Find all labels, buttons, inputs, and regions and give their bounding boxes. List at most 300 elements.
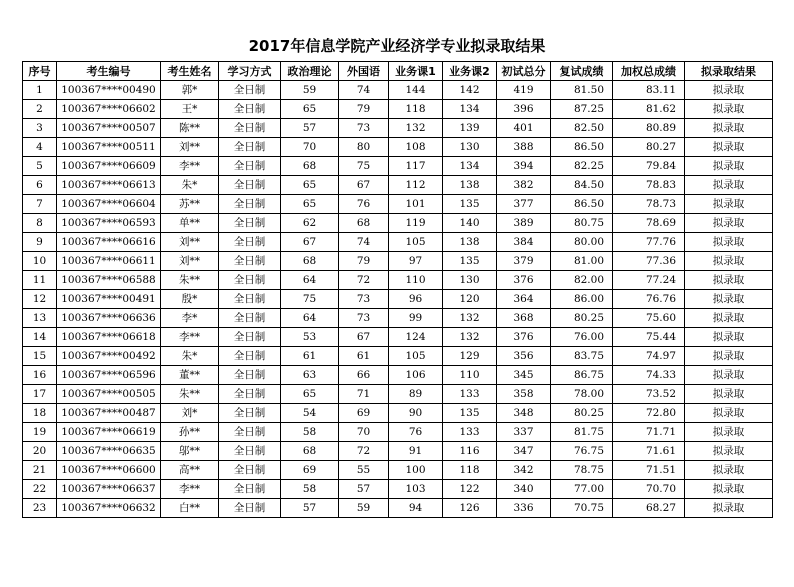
cell-subject-2: 139 — [443, 119, 497, 138]
cell-subject-1: 91 — [389, 442, 443, 461]
cell-subject-1: 99 — [389, 309, 443, 328]
cell-admission-result: 拟录取 — [685, 176, 773, 195]
cell-candidate-id: 100367****06604 — [57, 195, 161, 214]
cell-weighted-total: 70.70 — [613, 480, 685, 499]
cell-foreign-language: 67 — [339, 176, 389, 195]
cell-admission-result: 拟录取 — [685, 214, 773, 233]
cell-admission-result: 拟录取 — [685, 233, 773, 252]
cell-retest-score: 81.00 — [551, 252, 613, 271]
cell-subject-1: 106 — [389, 366, 443, 385]
cell-retest-score: 81.50 — [551, 81, 613, 100]
cell-retest-score: 86.00 — [551, 290, 613, 309]
cell-weighted-total: 75.60 — [613, 309, 685, 328]
cell-candidate-id: 100367****00511 — [57, 138, 161, 157]
cell-seq: 8 — [23, 214, 57, 233]
cell-study-mode: 全日制 — [219, 252, 281, 271]
cell-subject-2: 130 — [443, 138, 497, 157]
table-row — [23, 100, 773, 119]
cell-subject-1: 105 — [389, 233, 443, 252]
cell-candidate-name: 李** — [161, 328, 219, 347]
cell-weighted-total: 79.84 — [613, 157, 685, 176]
cell-candidate-id: 100367****00492 — [57, 347, 161, 366]
cell-study-mode: 全日制 — [219, 271, 281, 290]
cell-subject-1: 132 — [389, 119, 443, 138]
cell-weighted-total: 72.80 — [613, 404, 685, 423]
cell-study-mode: 全日制 — [219, 195, 281, 214]
cell-study-mode: 全日制 — [219, 328, 281, 347]
cell-candidate-name: 陈** — [161, 119, 219, 138]
cell-seq: 21 — [23, 461, 57, 480]
cell-subject-2: 118 — [443, 461, 497, 480]
cell-candidate-name: 殷* — [161, 290, 219, 309]
cell-study-mode: 全日制 — [219, 233, 281, 252]
header-admission-result: 拟录取结果 — [685, 62, 773, 81]
cell-study-mode: 全日制 — [219, 404, 281, 423]
cell-candidate-id: 100367****00487 — [57, 404, 161, 423]
cell-retest-score: 78.00 — [551, 385, 613, 404]
header-foreign-language: 外国语 — [339, 62, 389, 81]
cell-prelim-total: 379 — [497, 252, 551, 271]
cell-foreign-language: 73 — [339, 309, 389, 328]
cell-subject-2: 130 — [443, 271, 497, 290]
header-subject-1: 业务课1 — [389, 62, 443, 81]
header-retest-score: 复试成绩 — [551, 62, 613, 81]
cell-retest-score: 87.25 — [551, 100, 613, 119]
cell-weighted-total: 73.52 — [613, 385, 685, 404]
cell-foreign-language: 79 — [339, 252, 389, 271]
cell-seq: 17 — [23, 385, 57, 404]
header-subject-2: 业务课2 — [443, 62, 497, 81]
cell-weighted-total: 74.97 — [613, 347, 685, 366]
cell-retest-score: 86.50 — [551, 138, 613, 157]
table-row — [23, 119, 773, 138]
cell-study-mode: 全日制 — [219, 100, 281, 119]
cell-candidate-name: 刘* — [161, 404, 219, 423]
cell-retest-score: 86.50 — [551, 195, 613, 214]
cell-subject-2: 135 — [443, 404, 497, 423]
cell-candidate-id: 100367****00505 — [57, 385, 161, 404]
cell-politics: 63 — [281, 366, 339, 385]
cell-prelim-total: 340 — [497, 480, 551, 499]
table-row — [23, 290, 773, 309]
cell-admission-result: 拟录取 — [685, 461, 773, 480]
cell-politics: 65 — [281, 195, 339, 214]
cell-retest-score: 82.00 — [551, 271, 613, 290]
header-weighted-total: 加权总成绩 — [613, 62, 685, 81]
cell-candidate-name: 单** — [161, 214, 219, 233]
cell-prelim-total: 376 — [497, 271, 551, 290]
cell-foreign-language: 79 — [339, 100, 389, 119]
cell-subject-1: 105 — [389, 347, 443, 366]
cell-seq: 22 — [23, 480, 57, 499]
cell-prelim-total: 388 — [497, 138, 551, 157]
cell-candidate-name: 朱* — [161, 347, 219, 366]
cell-subject-2: 116 — [443, 442, 497, 461]
cell-subject-2: 135 — [443, 195, 497, 214]
cell-candidate-id: 100367****06602 — [57, 100, 161, 119]
cell-subject-1: 117 — [389, 157, 443, 176]
cell-study-mode: 全日制 — [219, 157, 281, 176]
cell-subject-1: 112 — [389, 176, 443, 195]
cell-seq: 9 — [23, 233, 57, 252]
cell-admission-result: 拟录取 — [685, 290, 773, 309]
cell-retest-score: 80.25 — [551, 309, 613, 328]
cell-subject-2: 110 — [443, 366, 497, 385]
cell-admission-result: 拟录取 — [685, 423, 773, 442]
cell-foreign-language: 73 — [339, 290, 389, 309]
table-row — [23, 328, 773, 347]
cell-politics: 57 — [281, 499, 339, 518]
cell-retest-score: 81.75 — [551, 423, 613, 442]
cell-seq: 1 — [23, 81, 57, 100]
cell-subject-1: 100 — [389, 461, 443, 480]
table-row — [23, 233, 773, 252]
cell-subject-2: 132 — [443, 328, 497, 347]
cell-candidate-id: 100367****06635 — [57, 442, 161, 461]
cell-subject-1: 108 — [389, 138, 443, 157]
cell-weighted-total: 83.11 — [613, 81, 685, 100]
cell-admission-result: 拟录取 — [685, 252, 773, 271]
cell-weighted-total: 71.71 — [613, 423, 685, 442]
cell-subject-2: 120 — [443, 290, 497, 309]
cell-weighted-total: 77.76 — [613, 233, 685, 252]
cell-candidate-name: 邬** — [161, 442, 219, 461]
cell-admission-result: 拟录取 — [685, 195, 773, 214]
cell-candidate-id: 100367****06588 — [57, 271, 161, 290]
cell-subject-2: 133 — [443, 423, 497, 442]
cell-retest-score: 82.25 — [551, 157, 613, 176]
cell-weighted-total: 68.27 — [613, 499, 685, 518]
cell-candidate-id: 100367****06600 — [57, 461, 161, 480]
cell-study-mode: 全日制 — [219, 81, 281, 100]
cell-candidate-name: 刘** — [161, 138, 219, 157]
cell-prelim-total: 342 — [497, 461, 551, 480]
header-candidate-id: 考生编号 — [57, 62, 161, 81]
cell-foreign-language: 75 — [339, 157, 389, 176]
cell-retest-score: 83.75 — [551, 347, 613, 366]
cell-prelim-total: 337 — [497, 423, 551, 442]
cell-admission-result: 拟录取 — [685, 157, 773, 176]
cell-subject-2: 133 — [443, 385, 497, 404]
cell-subject-1: 96 — [389, 290, 443, 309]
cell-foreign-language: 72 — [339, 442, 389, 461]
cell-admission-result: 拟录取 — [685, 309, 773, 328]
cell-foreign-language: 67 — [339, 328, 389, 347]
table-row — [23, 366, 773, 385]
cell-subject-1: 89 — [389, 385, 443, 404]
table-row — [23, 309, 773, 328]
cell-candidate-name: 苏** — [161, 195, 219, 214]
cell-seq: 5 — [23, 157, 57, 176]
cell-foreign-language: 74 — [339, 81, 389, 100]
cell-prelim-total: 364 — [497, 290, 551, 309]
cell-seq: 20 — [23, 442, 57, 461]
cell-admission-result: 拟录取 — [685, 385, 773, 404]
cell-politics: 64 — [281, 271, 339, 290]
cell-subject-1: 103 — [389, 480, 443, 499]
table-row — [23, 271, 773, 290]
cell-subject-2: 126 — [443, 499, 497, 518]
cell-study-mode: 全日制 — [219, 442, 281, 461]
table-row — [23, 404, 773, 423]
cell-prelim-total: 358 — [497, 385, 551, 404]
cell-candidate-id: 100367****06632 — [57, 499, 161, 518]
cell-foreign-language: 76 — [339, 195, 389, 214]
cell-politics: 65 — [281, 176, 339, 195]
cell-foreign-language: 66 — [339, 366, 389, 385]
cell-candidate-id: 100367****06596 — [57, 366, 161, 385]
cell-subject-1: 101 — [389, 195, 443, 214]
cell-politics: 68 — [281, 442, 339, 461]
cell-study-mode: 全日制 — [219, 138, 281, 157]
cell-seq: 16 — [23, 366, 57, 385]
cell-candidate-id: 100367****00507 — [57, 119, 161, 138]
cell-seq: 7 — [23, 195, 57, 214]
header-study-mode: 学习方式 — [219, 62, 281, 81]
cell-candidate-id: 100367****06613 — [57, 176, 161, 195]
cell-retest-score: 86.75 — [551, 366, 613, 385]
cell-foreign-language: 74 — [339, 233, 389, 252]
cell-study-mode: 全日制 — [219, 423, 281, 442]
cell-candidate-name: 董** — [161, 366, 219, 385]
cell-seq: 19 — [23, 423, 57, 442]
cell-study-mode: 全日制 — [219, 176, 281, 195]
cell-seq: 10 — [23, 252, 57, 271]
admission-results-table — [22, 61, 773, 518]
table-row — [23, 347, 773, 366]
cell-weighted-total: 78.83 — [613, 176, 685, 195]
cell-admission-result: 拟录取 — [685, 81, 773, 100]
table-row — [23, 442, 773, 461]
cell-candidate-id: 100367****06619 — [57, 423, 161, 442]
cell-prelim-total: 376 — [497, 328, 551, 347]
header-prelim-total: 初试总分 — [497, 62, 551, 81]
cell-subject-2: 129 — [443, 347, 497, 366]
cell-subject-2: 134 — [443, 100, 497, 119]
document-title: 2017年信息学院产业经济学专业拟录取结果 — [248, 37, 546, 55]
cell-prelim-total: 356 — [497, 347, 551, 366]
cell-admission-result: 拟录取 — [685, 100, 773, 119]
cell-politics: 58 — [281, 423, 339, 442]
cell-study-mode: 全日制 — [219, 347, 281, 366]
cell-politics: 69 — [281, 461, 339, 480]
cell-prelim-total: 348 — [497, 404, 551, 423]
cell-politics: 58 — [281, 480, 339, 499]
cell-admission-result: 拟录取 — [685, 347, 773, 366]
cell-retest-score: 76.00 — [551, 328, 613, 347]
cell-candidate-name: 刘** — [161, 233, 219, 252]
cell-foreign-language: 61 — [339, 347, 389, 366]
cell-subject-2: 140 — [443, 214, 497, 233]
cell-subject-2: 142 — [443, 81, 497, 100]
cell-admission-result: 拟录取 — [685, 499, 773, 518]
cell-seq: 23 — [23, 499, 57, 518]
cell-candidate-id: 100367****00490 — [57, 81, 161, 100]
cell-study-mode: 全日制 — [219, 366, 281, 385]
table-row — [23, 157, 773, 176]
cell-weighted-total: 71.51 — [613, 461, 685, 480]
cell-prelim-total: 377 — [497, 195, 551, 214]
cell-prelim-total: 368 — [497, 309, 551, 328]
table-row — [23, 499, 773, 518]
cell-retest-score: 70.75 — [551, 499, 613, 518]
cell-seq: 12 — [23, 290, 57, 309]
table-row — [23, 138, 773, 157]
cell-subject-1: 124 — [389, 328, 443, 347]
cell-subject-1: 94 — [389, 499, 443, 518]
cell-prelim-total: 345 — [497, 366, 551, 385]
table-row — [23, 423, 773, 442]
cell-prelim-total: 347 — [497, 442, 551, 461]
table-header-row — [23, 62, 773, 81]
cell-prelim-total: 389 — [497, 214, 551, 233]
cell-seq: 14 — [23, 328, 57, 347]
cell-seq: 4 — [23, 138, 57, 157]
cell-weighted-total: 80.89 — [613, 119, 685, 138]
cell-prelim-total: 382 — [497, 176, 551, 195]
cell-foreign-language: 72 — [339, 271, 389, 290]
cell-foreign-language: 68 — [339, 214, 389, 233]
cell-subject-1: 110 — [389, 271, 443, 290]
cell-politics: 61 — [281, 347, 339, 366]
cell-politics: 62 — [281, 214, 339, 233]
cell-foreign-language: 69 — [339, 404, 389, 423]
table-row — [23, 461, 773, 480]
cell-prelim-total: 394 — [497, 157, 551, 176]
cell-subject-1: 144 — [389, 81, 443, 100]
cell-admission-result: 拟录取 — [685, 119, 773, 138]
cell-seq: 13 — [23, 309, 57, 328]
cell-subject-1: 76 — [389, 423, 443, 442]
table-row — [23, 214, 773, 233]
cell-retest-score: 82.50 — [551, 119, 613, 138]
cell-prelim-total: 384 — [497, 233, 551, 252]
cell-study-mode: 全日制 — [219, 290, 281, 309]
cell-weighted-total: 76.76 — [613, 290, 685, 309]
cell-candidate-name: 郭* — [161, 81, 219, 100]
cell-retest-score: 84.50 — [551, 176, 613, 195]
cell-study-mode: 全日制 — [219, 119, 281, 138]
cell-weighted-total: 78.73 — [613, 195, 685, 214]
cell-candidate-name: 李** — [161, 157, 219, 176]
cell-foreign-language: 59 — [339, 499, 389, 518]
cell-prelim-total: 336 — [497, 499, 551, 518]
cell-study-mode: 全日制 — [219, 309, 281, 328]
cell-candidate-id: 100367****06616 — [57, 233, 161, 252]
cell-admission-result: 拟录取 — [685, 442, 773, 461]
cell-weighted-total: 77.36 — [613, 252, 685, 271]
cell-admission-result: 拟录取 — [685, 366, 773, 385]
cell-retest-score: 80.25 — [551, 404, 613, 423]
cell-politics: 59 — [281, 81, 339, 100]
cell-prelim-total: 419 — [497, 81, 551, 100]
cell-candidate-name: 朱** — [161, 271, 219, 290]
cell-seq: 11 — [23, 271, 57, 290]
cell-weighted-total: 78.69 — [613, 214, 685, 233]
cell-admission-result: 拟录取 — [685, 328, 773, 347]
cell-politics: 65 — [281, 385, 339, 404]
cell-foreign-language: 55 — [339, 461, 389, 480]
cell-subject-2: 138 — [443, 176, 497, 195]
table-row — [23, 385, 773, 404]
cell-subject-1: 90 — [389, 404, 443, 423]
cell-weighted-total: 80.27 — [613, 138, 685, 157]
table-row — [23, 252, 773, 271]
cell-candidate-name: 高** — [161, 461, 219, 480]
cell-candidate-id: 100367****06618 — [57, 328, 161, 347]
cell-candidate-id: 100367****06593 — [57, 214, 161, 233]
cell-study-mode: 全日制 — [219, 461, 281, 480]
cell-foreign-language: 80 — [339, 138, 389, 157]
cell-foreign-language: 57 — [339, 480, 389, 499]
cell-candidate-id: 100367****06609 — [57, 157, 161, 176]
cell-candidate-name: 白** — [161, 499, 219, 518]
cell-study-mode: 全日制 — [219, 480, 281, 499]
cell-candidate-name: 李** — [161, 480, 219, 499]
cell-subject-2: 135 — [443, 252, 497, 271]
cell-candidate-name: 刘** — [161, 252, 219, 271]
table-body — [23, 81, 773, 518]
cell-subject-2: 132 — [443, 309, 497, 328]
cell-politics: 54 — [281, 404, 339, 423]
table-row — [23, 81, 773, 100]
cell-foreign-language: 71 — [339, 385, 389, 404]
table-row — [23, 480, 773, 499]
cell-weighted-total: 77.24 — [613, 271, 685, 290]
cell-politics: 64 — [281, 309, 339, 328]
cell-admission-result: 拟录取 — [685, 271, 773, 290]
cell-foreign-language: 70 — [339, 423, 389, 442]
cell-politics: 70 — [281, 138, 339, 157]
cell-admission-result: 拟录取 — [685, 404, 773, 423]
cell-weighted-total: 71.61 — [613, 442, 685, 461]
cell-foreign-language: 73 — [339, 119, 389, 138]
cell-study-mode: 全日制 — [219, 385, 281, 404]
table-row — [23, 195, 773, 214]
cell-admission-result: 拟录取 — [685, 138, 773, 157]
cell-retest-score: 80.00 — [551, 233, 613, 252]
cell-candidate-id: 100367****06637 — [57, 480, 161, 499]
cell-subject-2: 138 — [443, 233, 497, 252]
cell-retest-score: 80.75 — [551, 214, 613, 233]
cell-prelim-total: 401 — [497, 119, 551, 138]
cell-subject-2: 134 — [443, 157, 497, 176]
cell-seq: 3 — [23, 119, 57, 138]
cell-weighted-total: 81.62 — [613, 100, 685, 119]
cell-prelim-total: 396 — [497, 100, 551, 119]
cell-retest-score: 77.00 — [551, 480, 613, 499]
cell-candidate-id: 100367****00491 — [57, 290, 161, 309]
cell-seq: 2 — [23, 100, 57, 119]
cell-subject-1: 97 — [389, 252, 443, 271]
cell-admission-result: 拟录取 — [685, 480, 773, 499]
cell-candidate-name: 孙** — [161, 423, 219, 442]
cell-candidate-name: 王* — [161, 100, 219, 119]
cell-seq: 6 — [23, 176, 57, 195]
cell-politics: 65 — [281, 100, 339, 119]
cell-subject-1: 119 — [389, 214, 443, 233]
cell-candidate-name: 朱** — [161, 385, 219, 404]
cell-candidate-name: 李* — [161, 309, 219, 328]
cell-seq: 18 — [23, 404, 57, 423]
cell-candidate-name: 朱* — [161, 176, 219, 195]
cell-retest-score: 78.75 — [551, 461, 613, 480]
cell-weighted-total: 74.33 — [613, 366, 685, 385]
cell-subject-1: 118 — [389, 100, 443, 119]
cell-politics: 75 — [281, 290, 339, 309]
header-seq: 序号 — [23, 62, 57, 81]
table-row — [23, 176, 773, 195]
